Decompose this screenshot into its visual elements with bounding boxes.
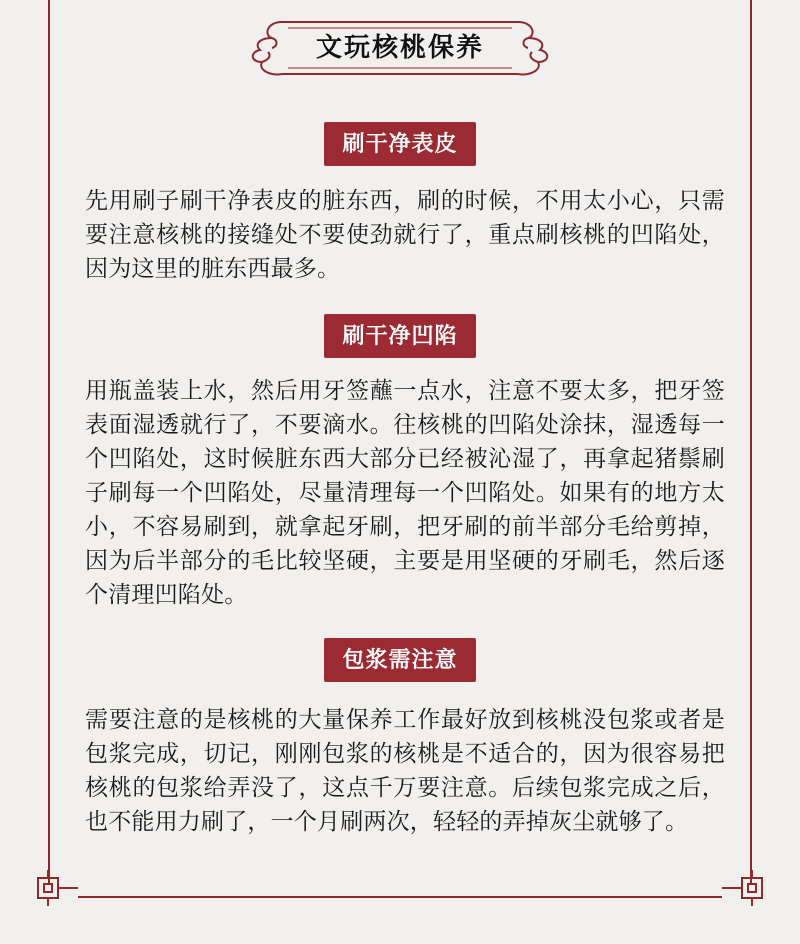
title-cartouche: [242, 16, 558, 80]
frame-left-border: [48, 0, 50, 884]
section-label-brush-surface: 刷干净表皮: [324, 122, 476, 166]
corner-ornament-right-icon: [722, 870, 766, 914]
section-text-patina-note: 需要注意的是核桃的大量保养工作最好放到核桃没包浆或者是包浆完成，切记，刚刚包浆的核桃是不适合的，因为很容易把核桃的包浆给弄没了，这点千万要注意。后续包浆完成之后，也不能用力刷了，一个月刷两次，轻轻的弄掉灰尘就够了。: [85, 707, 725, 835]
corner-ornament-left-icon: [34, 870, 78, 914]
section-label-brush-grooves: 刷干净凹陷: [324, 314, 476, 358]
section-text-brush-surface: 先用刷子刷干净表皮的脏东西，刷的时候，不用太小心，只需要注意核桃的接缝处不要使劲就行了，重点刷核桃的凹陷处，因为这里的脏东西最多。: [85, 188, 725, 282]
frame-right-border: [750, 0, 752, 884]
section-text-brush-grooves: 用瓶盖装上水，然后用牙签蘸一点水，注意不要太多，把牙签表面湿透就行了，不要滴水。往核桃的凹陷处涂抹，湿透每一个凹陷处，这时候脏东西大部分已经被沁湿了，再拿起猪鬃刷子刷每一个凹陷处，尽量清理每一个凹陷处。如果有的地方太小，不容易刷到，就拿起牙刷，把牙刷的前半部分毛给剪掉，因为后半部分的毛比较坚硬，主要是用坚硬的牙刷毛，然后逐个清理凹陷处。: [85, 378, 725, 608]
frame-bottom-border: [78, 896, 722, 898]
section-label-patina-note: 包浆需注意: [324, 638, 476, 682]
page-title: 文玩核桃保养: [315, 33, 484, 63]
